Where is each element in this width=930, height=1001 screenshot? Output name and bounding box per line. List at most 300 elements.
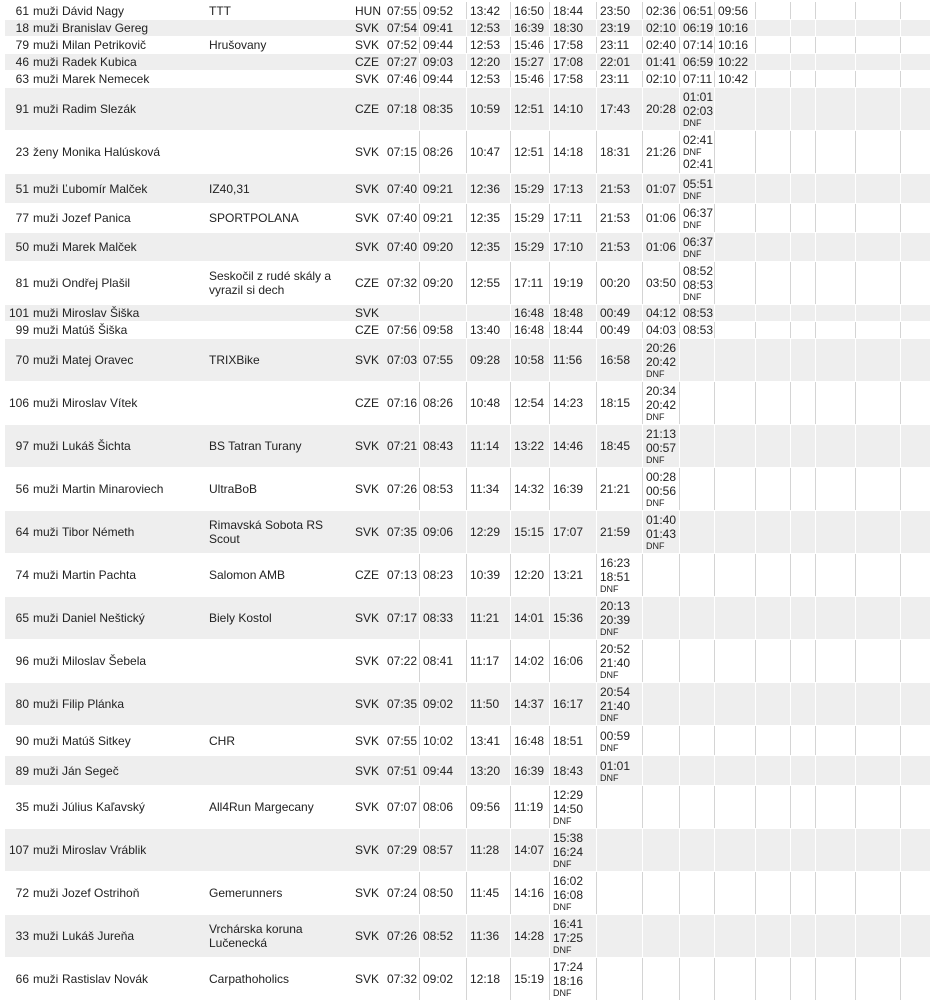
- checkpoint-time: [900, 958, 930, 1000]
- checkpoint-time: [900, 683, 930, 725]
- checkpoint-time: [596, 726, 642, 755]
- time-value: 07:55: [423, 353, 454, 367]
- time-value: 17:11: [514, 276, 544, 290]
- dnf-label: DNF: [646, 541, 665, 551]
- time-value: 05:51: [683, 176, 714, 191]
- checkpoint-time: [679, 726, 714, 755]
- club-name: [209, 640, 355, 682]
- checkpoint-time: [679, 425, 714, 467]
- time-value: 23:11: [600, 38, 630, 52]
- time-value: 07:16: [387, 396, 418, 410]
- runner-name: Branislav Gereg: [62, 21, 149, 35]
- checkpoint-time: [642, 425, 679, 467]
- club-name: Gemerunners: [209, 886, 283, 900]
- time-value: 14:10: [553, 102, 584, 116]
- checkpoint-time: [419, 262, 466, 304]
- time-value: 02:36: [646, 3, 677, 18]
- runner-name: Miroslav Vítek: [62, 396, 138, 410]
- bib-number: 46: [15, 55, 29, 69]
- table-row: [5, 683, 930, 726]
- dnf-label: DNF: [600, 627, 619, 637]
- time-value: 17:58: [553, 72, 584, 86]
- checkpoint-time: [714, 204, 755, 232]
- checkpoint-time: [900, 511, 930, 553]
- time-value: 11:14: [470, 439, 500, 453]
- checkpoint-time: [419, 872, 466, 914]
- time-value: 12:53: [470, 21, 501, 35]
- time-value: 10:22: [718, 55, 749, 69]
- club-name: All4Run Margecany: [209, 800, 314, 814]
- checkpoint-time: [900, 262, 930, 304]
- time-value: 00:49: [600, 306, 631, 320]
- checkpoint-time: [790, 71, 815, 87]
- country-code: CZE: [355, 568, 379, 582]
- checkpoint-time: [900, 71, 930, 87]
- checkpoint-time: [596, 554, 642, 596]
- checkpoint-time: [790, 554, 815, 596]
- time-value: 18:16: [553, 974, 584, 988]
- checkpoint-time: [815, 88, 855, 130]
- category: muži: [33, 211, 59, 225]
- checkpoint-time: [679, 2, 714, 19]
- checkpoint-time: [855, 468, 900, 510]
- checkpoint-time: [815, 20, 855, 36]
- checkpoint-time: [383, 511, 419, 553]
- time-value: 09:44: [423, 72, 454, 86]
- checkpoint-time: [790, 382, 815, 424]
- time-value: 14:23: [553, 396, 584, 410]
- time-value: 11:19: [514, 800, 544, 814]
- time-value: 07:40: [387, 181, 418, 196]
- checkpoint-time: [596, 20, 642, 36]
- checkpoint-time: [714, 756, 755, 785]
- checkpoint-time: [815, 872, 855, 914]
- table-row: [5, 37, 930, 54]
- country-code: SVK: [355, 181, 380, 196]
- checkpoint-time: [714, 915, 755, 957]
- checkpoint-time: [755, 305, 790, 321]
- checkpoint-time: [855, 597, 900, 639]
- checkpoint-time: [900, 554, 930, 596]
- checkpoint-time: [815, 915, 855, 957]
- checkpoint-time: [596, 54, 642, 70]
- club-name: [209, 683, 355, 725]
- checkpoint-time: [419, 339, 466, 381]
- runner-name: Miroslav Šiška: [62, 306, 140, 320]
- checkpoint-time: [510, 786, 549, 828]
- time-value: 02:10: [646, 21, 677, 35]
- checkpoint-time: [679, 597, 714, 639]
- checkpoint-time: [815, 425, 855, 467]
- checkpoint-time: [549, 88, 596, 130]
- time-value: 08:43: [423, 439, 454, 453]
- checkpoint-time: [855, 640, 900, 682]
- time-value: 08:33: [423, 611, 454, 625]
- time-value: 12:29: [470, 525, 501, 539]
- checkpoint-time: [549, 958, 596, 1000]
- checkpoint-time: [419, 829, 466, 871]
- checkpoint-time: [466, 915, 510, 957]
- checkpoint-time: [714, 305, 755, 321]
- checkpoint-time: [466, 339, 510, 381]
- bib-number: 80: [15, 697, 29, 711]
- checkpoint-time: [466, 554, 510, 596]
- club-name: Hrušovany: [209, 38, 267, 52]
- checkpoint-time: [815, 71, 855, 87]
- checkpoint-time: [790, 233, 815, 261]
- checkpoint-time: [466, 468, 510, 510]
- checkpoint-time: [596, 597, 642, 639]
- checkpoint-time: [714, 37, 755, 53]
- checkpoint-time: [855, 2, 900, 19]
- checkpoint-time: [815, 339, 855, 381]
- checkpoint-time: [855, 382, 900, 424]
- checkpoint-time: [900, 37, 930, 53]
- checkpoint-time: [815, 683, 855, 725]
- runner-name: Rastislav Novák: [62, 972, 149, 986]
- time-value: 00:49: [600, 323, 631, 337]
- bib-number: 106: [8, 396, 29, 410]
- category: muži: [33, 353, 59, 367]
- checkpoint-time: [549, 425, 596, 467]
- checkpoint-time: [549, 382, 596, 424]
- club-name: Seskočil z rudé skály a vyrazil si dech: [209, 269, 332, 297]
- checkpoint-time: [679, 554, 714, 596]
- checkpoint-time: [510, 305, 549, 321]
- time-value: 08:52: [683, 264, 714, 278]
- checkpoint-time: [419, 756, 466, 785]
- time-value: 06:37: [683, 206, 714, 220]
- time-value: 01:06: [646, 211, 677, 225]
- country-code: CZE: [355, 55, 379, 69]
- table-row: [5, 71, 930, 88]
- checkpoint-time: [419, 958, 466, 1000]
- category: muži: [33, 482, 59, 496]
- checkpoint-time: [815, 468, 855, 510]
- checkpoint-time: [714, 958, 755, 1000]
- time-value: 18:51: [600, 570, 631, 584]
- checkpoint-time: [549, 872, 596, 914]
- time-value: 08:53: [683, 323, 714, 337]
- checkpoint-time: [383, 131, 419, 173]
- checkpoint-time: [383, 322, 419, 338]
- checkpoint-time: [642, 339, 679, 381]
- time-value: 01:41: [646, 55, 677, 69]
- checkpoint-time: [510, 339, 549, 381]
- checkpoint-time: [900, 915, 930, 957]
- category: muži: [33, 323, 59, 337]
- checkpoint-time: [549, 339, 596, 381]
- checkpoint-time: [383, 683, 419, 725]
- bib-number: 35: [15, 800, 29, 814]
- checkpoint-time: [419, 305, 466, 321]
- checkpoint-time: [549, 756, 596, 785]
- checkpoint-time: [596, 71, 642, 87]
- bib-number: 50: [15, 240, 29, 254]
- dnf-label: DNF: [646, 455, 665, 465]
- checkpoint-time: [679, 872, 714, 914]
- club-name: TRIXBike: [209, 353, 260, 367]
- checkpoint-time: [642, 958, 679, 1000]
- checkpoint-time: [466, 511, 510, 553]
- time-value: 07:32: [387, 276, 418, 290]
- checkpoint-time: [679, 468, 714, 510]
- checkpoint-time: [679, 233, 714, 261]
- checkpoint-time: [596, 511, 642, 553]
- checkpoint-time: [419, 233, 466, 261]
- time-value: 16:48: [514, 306, 545, 320]
- category: muži: [33, 306, 59, 320]
- dnf-label: DNF: [683, 190, 702, 201]
- checkpoint-time: [679, 683, 714, 725]
- checkpoint-time: [596, 640, 642, 682]
- bib-number: 97: [15, 439, 29, 453]
- category: ženy: [33, 145, 59, 159]
- dnf-label: DNF: [553, 816, 572, 826]
- checkpoint-time: [510, 829, 549, 871]
- bib-number: 64: [15, 525, 29, 539]
- bib-number: 72: [15, 886, 29, 900]
- time-value: 15:46: [514, 72, 545, 86]
- table-row: [5, 322, 930, 339]
- table-row: [5, 204, 930, 233]
- runner-name: Lukáš Jureňa: [62, 929, 135, 943]
- checkpoint-time: [642, 829, 679, 871]
- runner-name: Marek Nemecek: [62, 72, 150, 86]
- checkpoint-time: [383, 468, 419, 510]
- time-value: 07:56: [387, 323, 418, 337]
- checkpoint-time: [549, 554, 596, 596]
- checkpoint-time: [510, 468, 549, 510]
- checkpoint-time: [815, 756, 855, 785]
- checkpoint-time: [679, 915, 714, 957]
- time-value: 07:40: [387, 211, 418, 225]
- checkpoint-time: [383, 204, 419, 232]
- checkpoint-time: [549, 786, 596, 828]
- time-value: 09:56: [718, 3, 749, 18]
- runner-name: Jozef Panica: [62, 211, 131, 225]
- time-value: 16:50: [514, 3, 545, 18]
- bib-number: 61: [15, 3, 29, 18]
- checkpoint-time: [383, 786, 419, 828]
- checkpoint-time: [815, 597, 855, 639]
- checkpoint-time: [642, 468, 679, 510]
- time-value: 19:19: [553, 276, 584, 290]
- checkpoint-time: [642, 54, 679, 70]
- checkpoint-time: [714, 262, 755, 304]
- category: muži: [33, 886, 59, 900]
- checkpoint-time: [466, 2, 510, 19]
- time-value: 07:14: [683, 38, 714, 52]
- table-row: [5, 2, 930, 20]
- checkpoint-time: [679, 204, 714, 232]
- time-value: 01:43: [646, 527, 677, 541]
- time-value: 12:29: [553, 788, 584, 802]
- category: muži: [33, 276, 59, 290]
- checkpoint-time: [714, 71, 755, 87]
- checkpoint-time: [419, 511, 466, 553]
- time-value: 08:50: [423, 886, 454, 900]
- checkpoint-time: [466, 88, 510, 130]
- time-value: 17:08: [553, 55, 584, 69]
- checkpoint-time: [549, 54, 596, 70]
- checkpoint-time: [855, 726, 900, 755]
- time-value: 07:32: [387, 972, 418, 986]
- club-name: [209, 305, 355, 321]
- checkpoint-time: [642, 322, 679, 338]
- time-value: 09:02: [423, 972, 454, 986]
- time-value: 06:59: [683, 55, 714, 69]
- time-value: 09:20: [423, 276, 454, 290]
- time-value: 00:20: [600, 276, 631, 290]
- checkpoint-time: [714, 174, 755, 203]
- checkpoint-time: [790, 305, 815, 321]
- time-value: 08:57: [423, 843, 454, 857]
- table-row: [5, 640, 930, 683]
- checkpoint-time: [900, 872, 930, 914]
- checkpoint-time: [815, 554, 855, 596]
- table-row: [5, 786, 930, 829]
- table-row: [5, 597, 930, 640]
- time-value: 07:51: [387, 763, 418, 778]
- checkpoint-time: [855, 425, 900, 467]
- time-value: 14:28: [514, 929, 545, 943]
- category: muži: [33, 972, 59, 986]
- checkpoint-time: [790, 322, 815, 338]
- country-code: SVK: [355, 439, 380, 453]
- time-value: 20:28: [646, 102, 677, 116]
- checkpoint-time: [596, 131, 642, 173]
- checkpoint-time: [755, 640, 790, 682]
- time-value: 07:11: [683, 72, 713, 86]
- checkpoint-time: [596, 468, 642, 510]
- time-value: 01:06: [646, 240, 677, 254]
- checkpoint-time: [642, 726, 679, 755]
- country-code: SVK: [355, 697, 380, 711]
- bib-number: 74: [15, 568, 29, 582]
- checkpoint-time: [510, 233, 549, 261]
- checkpoint-time: [815, 37, 855, 53]
- club-name: BS Tatran Turany: [209, 439, 302, 453]
- time-value: 02:10: [646, 72, 677, 86]
- time-value: 15:29: [514, 181, 545, 196]
- bib-number: 96: [15, 654, 29, 668]
- time-value: 16:39: [553, 482, 584, 496]
- checkpoint-time: [855, 131, 900, 173]
- checkpoint-time: [596, 174, 642, 203]
- checkpoint-time: [596, 233, 642, 261]
- checkpoint-time: [790, 511, 815, 553]
- dnf-label: DNF: [600, 713, 619, 723]
- time-value: 07:07: [387, 800, 418, 814]
- checkpoint-time: [419, 20, 466, 36]
- checkpoint-time: [855, 829, 900, 871]
- checkpoint-time: [596, 382, 642, 424]
- time-value: 16:39: [514, 21, 545, 35]
- checkpoint-time: [790, 88, 815, 130]
- checkpoint-time: [679, 640, 714, 682]
- time-value: 16:17: [553, 697, 584, 711]
- time-value: 16:24: [553, 845, 584, 859]
- checkpoint-time: [900, 425, 930, 467]
- checkpoint-time: [642, 262, 679, 304]
- time-value: 13:21: [553, 568, 584, 582]
- category: muži: [33, 800, 59, 814]
- bib-number: 33: [15, 929, 29, 943]
- checkpoint-time: [383, 872, 419, 914]
- checkpoint-time: [855, 37, 900, 53]
- checkpoint-time: [755, 915, 790, 957]
- checkpoint-time: [790, 174, 815, 203]
- checkpoint-time: [383, 339, 419, 381]
- runner-name: Monika Halúsková: [62, 145, 161, 159]
- category: muži: [33, 396, 59, 410]
- checkpoint-time: [466, 829, 510, 871]
- checkpoint-time: [679, 174, 714, 203]
- category: muži: [33, 439, 59, 453]
- checkpoint-time: [510, 425, 549, 467]
- checkpoint-time: [642, 786, 679, 828]
- time-value: 14:01: [514, 611, 545, 625]
- checkpoint-time: [900, 20, 930, 36]
- country-code: CZE: [355, 396, 379, 410]
- checkpoint-time: [466, 305, 510, 321]
- checkpoint-time: [790, 262, 815, 304]
- checkpoint-time: [466, 683, 510, 725]
- checkpoint-time: [790, 640, 815, 682]
- checkpoint-time: [419, 915, 466, 957]
- checkpoint-time: [642, 915, 679, 957]
- time-value: 07:55: [387, 3, 418, 18]
- checkpoint-time: [383, 20, 419, 36]
- checkpoint-time: [549, 597, 596, 639]
- checkpoint-time: [419, 597, 466, 639]
- checkpoint-time: [642, 2, 679, 19]
- dnf-label: DNF: [683, 118, 702, 128]
- country-code: SVK: [355, 972, 380, 986]
- checkpoint-time: [549, 726, 596, 755]
- country-code: SVK: [355, 929, 380, 943]
- time-value: 08:53: [683, 306, 714, 320]
- checkpoint-time: [419, 640, 466, 682]
- category: muži: [33, 55, 59, 69]
- time-value: 11:34: [470, 482, 500, 496]
- country-code: SVK: [355, 763, 380, 778]
- time-value: 08:53: [683, 278, 714, 292]
- checkpoint-time: [790, 872, 815, 914]
- time-value: 08:06: [423, 800, 454, 814]
- time-value: 20:42: [646, 355, 677, 369]
- time-value: 07:26: [387, 482, 418, 496]
- time-value: 17:07: [553, 525, 584, 539]
- runner-name: Július Kaľavský: [62, 800, 145, 814]
- checkpoint-time: [642, 37, 679, 53]
- checkpoint-time: [510, 511, 549, 553]
- checkpoint-time: [714, 54, 755, 70]
- time-value: 10:47: [470, 145, 501, 159]
- dnf-label: DNF: [553, 988, 572, 998]
- club-name: UltraBoB: [209, 482, 258, 496]
- checkpoint-time: [466, 37, 510, 53]
- checkpoint-time: [790, 468, 815, 510]
- checkpoint-time: [755, 958, 790, 1000]
- checkpoint-time: [510, 2, 549, 19]
- time-value: 01:07: [646, 181, 677, 196]
- checkpoint-time: [642, 204, 679, 232]
- time-value: 16:08: [553, 888, 584, 902]
- bib-number: 77: [15, 211, 29, 225]
- checkpoint-time: [855, 71, 900, 87]
